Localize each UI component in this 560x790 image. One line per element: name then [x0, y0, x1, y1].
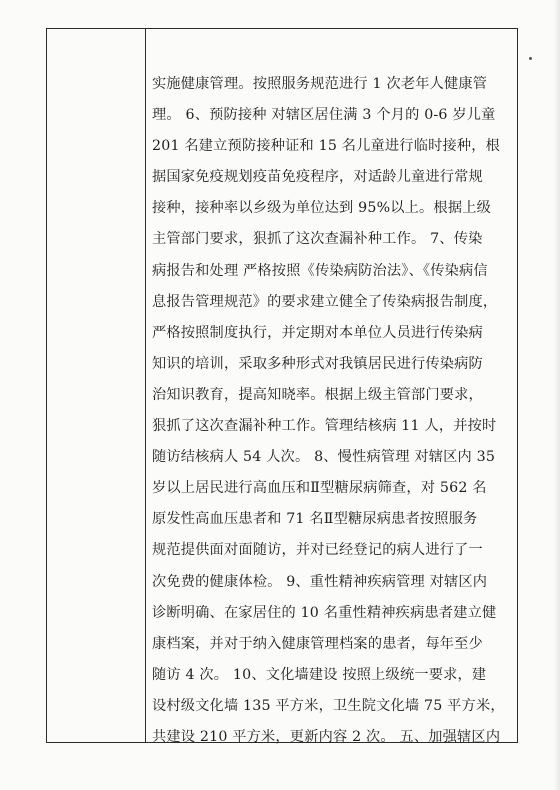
text-line: 理。 6、预防接种 对辖区居住满 3 个月的 0-6 岁儿童: [152, 107, 496, 124]
text-line: 诊断明确、在家居住的 10 名重性精神疾病患者建立健: [152, 604, 497, 621]
text-line: 狠抓了这次查漏补种工作。管理结核病 11 人，并按时: [152, 418, 497, 435]
text-line: 随访 4 次。 10、文化墙建设 按照上级统一要求，建: [152, 666, 487, 683]
text-line: 接种，接种率以乡级为单位达到 95%以上。根据上级: [152, 200, 491, 217]
text-line: 随访结核病人 54 人次。 8、慢性病管理 对辖区内 35: [152, 449, 496, 466]
text-line: 息报告管理规范》的要求建立健全了传染病报告制度，: [152, 293, 498, 310]
scan-speck: [529, 57, 532, 60]
text-line: 岁以上居民进行高血压和Ⅱ型糖尿病筛查，对 562 名: [152, 480, 487, 497]
text-line: 病报告和处理 严格按照《传染病防治法》、《传染病信: [152, 262, 488, 279]
text-line: 次免费的健康体检。 9、重性精神疾病管理 对辖区内: [152, 573, 488, 590]
text-line: 据国家免疫规划疫苗免疫程序，对适龄儿童进行常规: [152, 169, 483, 186]
scan-edge-shadow: [554, 0, 560, 790]
text-line: 共建设 210 平方米，更新内容 2 次。 五、加强辖区内: [152, 728, 501, 745]
table-content-cell: [152, 69, 514, 753]
text-line: 康档案，并对于纳入健康管理档案的患者，每年至少: [152, 635, 483, 652]
text-line: 规范提供面对面随访，并对已经登记的病人进行了一: [152, 542, 483, 559]
text-line: 主管部门要求，狠抓了这次查漏补种工作。 7、传染: [152, 231, 483, 248]
text-line: 设村级文化墙 135 平方米，卫生院文化墙 75 平方米，: [152, 697, 505, 714]
text-line: 201 名建立预防接种证和 15 名儿童进行临时接种，根: [152, 138, 501, 155]
text-line: 知识的培训，采取多种形式对我镇居民进行传染病防: [152, 355, 483, 372]
table-column-divider: [145, 28, 146, 743]
text-line: 实施健康管理。按照服务规范进行 1 次老年人健康管: [152, 76, 488, 92]
text-line: 严格按照制度执行，并定期对本单位人员进行传染病: [152, 324, 483, 341]
text-line: 原发性高血压患者和 71 名Ⅱ型糖尿病患者按照服务: [152, 511, 478, 528]
text-line: 治知识教育，提高知晓率。根据上级主管部门要求，: [152, 386, 483, 403]
